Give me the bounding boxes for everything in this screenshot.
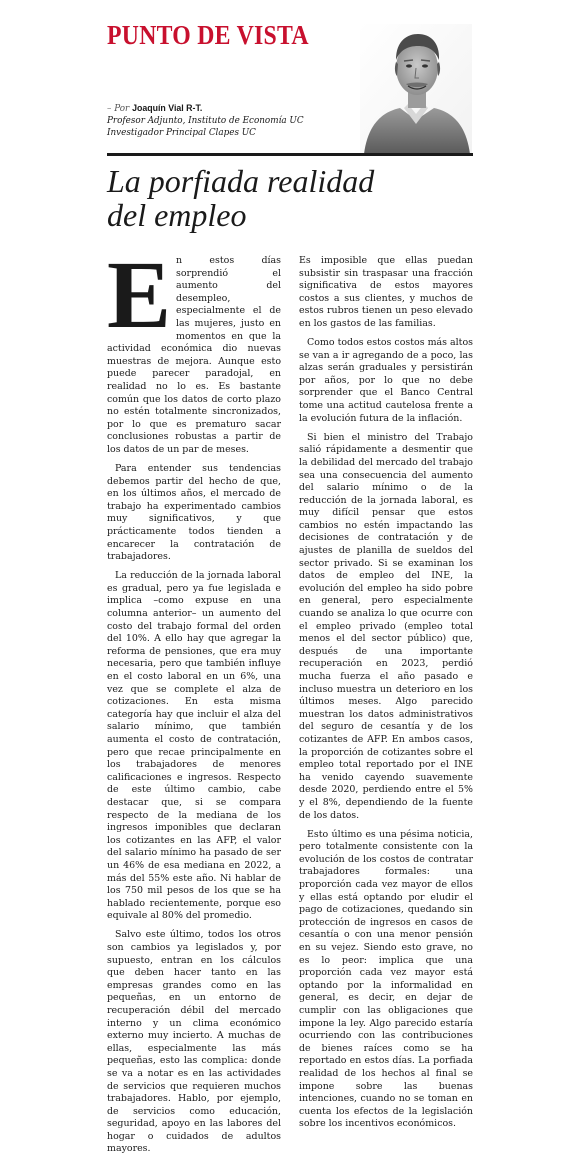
author-role-1: Profesor Adjunto, Instituto de Economía UC (107, 116, 304, 126)
headline-line-2: del empleo (107, 197, 247, 233)
article-paragraph-6: Como todos estos costos más altos se van a ir agregando de a poco, las alzas serán graduales y persistirán por años, por lo que no debe sorprender que el Banco Central tome una actitud cautelosa frente a la evolución futura de la inflación. (299, 337, 473, 424)
article-paragraph-7: Si bien el ministro del Trabajo salió rápidamente a desmentir que la debilidad del mercado del trabajo sea una consecuencia del aumento del salario mínimo o de la reducción de la jornada laboral, es muy difícil pensar que estos cambios no estén impactando las decisiones de contratación y de ajustes de planilla de sueldos del sector privado. Si se examinan los datos de empleo del INE, la evolución del empleo ha sido pobre en general, pero especialmente cuando se analiza lo que ocurre con el empleo privado (empleo total menos el del sector público) que, después de una importante recuperación en 2023, perdió mucha fuerza el año pasado e incluso muestra un deterioro en los últimos meses. Algo parecido muestran los datos administrativos del seguro de cesantía y de los cotizantes de AFP. En ambos casos, la proporción de cotizantes sobre el empleo total reportado por el INE ha venido cayendo suavemente desde 2020, perdiendo entre el 5% y el 8%, dependiendo de la fuente de los datos. (299, 431, 473, 821)
byline-dash: – (107, 104, 112, 114)
section-title: PUNTO DE VISTA (107, 20, 309, 50)
header-rule (107, 153, 473, 156)
article-paragraph-8: Esto último es una pésima noticia, pero totalmente consistente con la evolución de los costos de contratar trabajadores formales: una proporción cada vez mayor de ellos y ellas está optando por eludir el pago de cotizaciones, quedando sin protección de ingresos en casos de cesantía o con una menor pensión en su vejez. Siendo esto grave, no es lo peor: implica que una proporción cada vez mayor está optando por la informalidad en general, es decir, en dejar de cumplir con las obligaciones que impone la ley. Algo parecido estaría ocurriendo con las contribuciones de bienes raíces como se ha reportado en estos días. La porfiada realidad de los hechos al final se impone sobre las buenas intenciones, cuando no se toman en cuenta los efectos de la legislación sobre los incentivos económicos. (299, 828, 473, 1130)
byline-por: Por (114, 104, 130, 114)
headline (107, 164, 473, 232)
dropcap: E (107, 241, 172, 348)
author-portrait (360, 24, 472, 154)
article-paragraph-3: La reducción de la jornada laboral es gradual, pero ya fue legislada e implica –como expuse en una columna anterior– un aumento del costo del trabajo formal del orden del 10%. A ello hay que agregar la reforma de pensiones, que era muy necesaria, pero que también influye en el costo laboral en un 6%, una vez que se complete el alza de cotizaciones. En esta misma categoría hay que incluir el alza del salario mínimo, que también aumenta el costo de contratación, pero que recae principalmente en los trabajadores de menores calificaciones e ingresos. Respecto de este último cambio, cabe destacar que, si se compara respecto de la mediana de los ingresos imponibles que declaran los cotizantes en las AFP, el valor del salario mínimo ha pasado de ser un 46% de esa mediana en 2022, a más del 55% este año. Ni hablar de los 750 mil pesos de los que se ha hablado recientemente, porque eso equivale al 80% del promedio. (107, 570, 281, 922)
article-paragraph-5: Es imposible que ellas puedan subsistir sin traspasar una fracción significativa de estos mayores costos a sus clientes, y muchos de estos rubros tienen un peso elevado en los gastos de las familias. (299, 255, 473, 329)
headline-line-1: La porfiada realidad (107, 163, 375, 199)
author-name: Joaquín Vial R-T. (132, 103, 203, 113)
article-paragraph-4: Salvo este último, todos los otros son cambios ya legislados y, por supuesto, entran en los cálculos que deben hacer tanto en las empresas grandes como en las pequeñas, en un entorno de recuperación débil del mercado interno y un clima económico externo muy incierto. A muchas de ellas, especialmente las más pequeñas, esto las complica: donde se va a notar es en las actividades de servicios que requieren muchos trabajadores. Hablo, por ejemplo, de servicios como educación, seguridad, apoyo en las labores del hogar o cuidados de adultos mayores. (107, 929, 281, 1155)
article-column-left (107, 241, 281, 1163)
article-paragraph-1 (107, 241, 281, 457)
author-role-2: Investigador Principal Clapes UC (107, 128, 256, 138)
article-column-right (299, 255, 473, 1137)
paragraph-1-text: n estos días sorprendió el aumento del desempleo, especialmente el de las mujeres, justo en momentos en que la actividad económica dio nuevas muestras de mejora. Aunque esto puede parecer paradojal, en realidad no lo es. Es bastante común que los datos de corto plazo no estén totalmente sincronizados, por lo que es prematuro sacar conclusiones robustas a partir de los datos de un par de meses. (107, 255, 281, 455)
author-portrait-icon (360, 24, 472, 154)
article-paragraph-2: Para entender sus tendencias debemos partir del hecho de que, en los últimos años, el mercado de trabajo ha experimentado cambios muy significativos, y que prácticamente todos tienden a encarecer la contratación de trabajadores. (107, 463, 281, 563)
byline (107, 102, 357, 139)
byline-author (107, 102, 357, 115)
